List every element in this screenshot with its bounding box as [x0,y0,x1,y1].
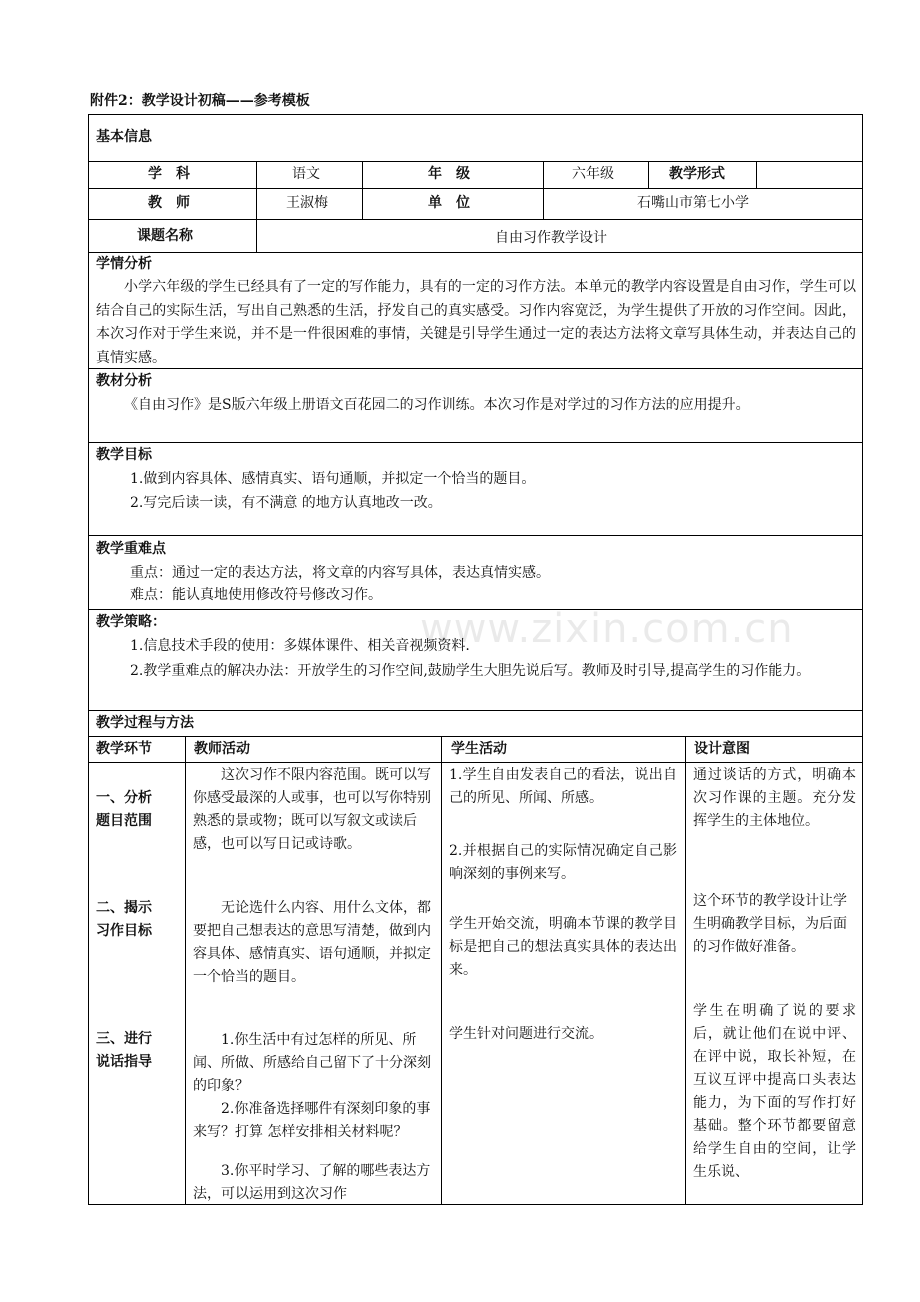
objective-item: 2.写完后读一读，有不满意 的地方认真地改一改。 [130,495,442,511]
objective-item: 1.做到内容具体、感情真实、语句通顺，并拟定一个恰当的题目。 [130,471,536,487]
teacher-value: 王淑梅 [286,195,328,211]
learner-analysis-text: 小学六年级的学生已经具有了一定的写作能力，具有的一定的习作方法。本单元的教学内容设置是自由习作，学生可以结合自己的实际生活，写出自己熟悉的生活，抒发自己的真实感受。习作内容宽泛，为学生提供了开放的习作空间。因此，本次习作对于学生来说，并不是一件很困难的事情，关键是引导学生通过一定的表达方法将文章写具体生动，并表达自己的真情实感。 [96,279,856,366]
teacher-activity: 3.你平时学习、了解的哪些表达方法，可以运用到这次习作 [193,1163,431,1202]
rule [685,736,686,1205]
document-title: 附件2：教学设计初稿——参考模板 [90,93,310,109]
rule [543,161,544,219]
grade-label: 年 级 [428,166,470,182]
design-intent: 通过谈话的方式，明确本次习作课的主题。充分发挥学生的主体地位。 [693,767,856,829]
design-intent: 这个环节的教学设计让学生明确教学目标，为后面的习作做好准备。 [693,893,847,955]
strategy-heading: 教学策略： [96,614,166,630]
form-label: 教学形式 [669,166,725,182]
col-stage: 教学环节 [96,741,152,757]
unit-value: 石嘴山市第七小学 [637,195,749,211]
rule [88,252,863,253]
stage-label: 说话指导 [96,1054,152,1070]
rule [256,219,257,252]
objectives-heading: 教学目标 [96,447,152,463]
col-teacher: 教师活动 [194,741,250,757]
student-activity: 2.并根据自己的实际情况确定自己影响深刻的事例来写。 [449,843,677,882]
rule [648,161,649,188]
material-analysis-text: 《自由习作》是S版六年级上册语文百花园二的习作训练。本次习作是对学过的习作方法的应用提升。 [124,397,750,413]
student-activity: 学生开始交流，明确本节课的教学目标是把自己的想法真实具体的表达出来。 [449,916,677,978]
teacher-activity: 这次习作不限内容范围。既可以写你感受最深的人或事，也可以写你特别熟悉的景或物；既可以写叙文或读后感，也可以写日记或诗歌。 [193,767,431,852]
rule [362,161,363,219]
subject-value: 语文 [292,166,320,182]
rule [256,161,257,219]
grade-value: 六年级 [572,166,614,182]
stage-label: 习作目标 [96,923,152,939]
rule [88,188,863,189]
strategy-item: 2.教学重难点的解决办法：开放学生的习作空间,鼓励学生大胆先说后写。教师及时引导,提高学生的习作能力。 [130,663,811,679]
design-intent: 学生在明确了说的要求后，就让他们在说中评、在评中说，取长补短，在互议互评中提高口头表达能力，为下面的写作打好基础。整个环节都要留意给学生自由的空间，让学生乐说、 [693,1003,856,1180]
topic-label: 课题名称 [137,228,193,244]
student-activity: 1.学生自由发表自己的看法，说出自己的所见、所闻、所感。 [449,767,677,806]
stage-label: 二、揭示 [96,900,152,916]
col-student: 学生活动 [451,741,507,757]
stage-label: 三、进行 [96,1031,152,1047]
rule [88,762,863,763]
subject-label: 学 科 [148,166,190,182]
rule [185,736,186,1205]
rule [88,535,863,536]
rule [441,736,442,1205]
learner-analysis-heading: 学情分析 [96,256,152,272]
student-activity: 学生针对问题进行交流。 [449,1026,603,1042]
rule [88,442,863,443]
rule [88,219,863,220]
teacher-label: 教 师 [148,195,190,211]
col-intent: 设计意图 [694,741,750,757]
difficult-point: 难点：能认真地使用修改符号修改习作。 [130,587,382,603]
rule [88,710,863,711]
rule [756,161,757,188]
topic-value: 自由习作教学设计 [495,230,607,246]
teacher-activity: 无论选什么内容、用什么文体，都要把自己想表达的意思写清楚，做到内容具体、感情真实、语句通顺，并拟定一个恰当的题目。 [193,900,431,985]
strategy-item: 1.信息技术手段的使用：多媒体课件、相关音视频资料. [130,638,470,654]
rule [88,736,863,737]
rule [88,161,863,162]
teacher-activity: 2.你准备选择哪件有深刻印象的事来写？打算 怎样安排相关材料呢？ [193,1101,431,1140]
process-heading: 教学过程与方法 [96,715,194,731]
material-analysis-heading: 教材分析 [96,373,152,389]
key-point: 重点：通过一定的表达方法，将文章的内容写具体，表达真情实感。 [130,565,550,581]
watermark: www.zixin.com.cn [420,606,794,652]
teacher-activity: 1.你生活中有过怎样的所见、所闻、所做、所感给自己留下了十分深刻的印象？ [193,1032,431,1094]
stage-label: 题目范围 [96,813,152,829]
basic-info-heading: 基本信息 [96,129,152,145]
stage-label: 一、分析 [96,790,152,806]
key-points-heading: 教学重难点 [96,541,166,557]
unit-label: 单 位 [428,195,470,211]
